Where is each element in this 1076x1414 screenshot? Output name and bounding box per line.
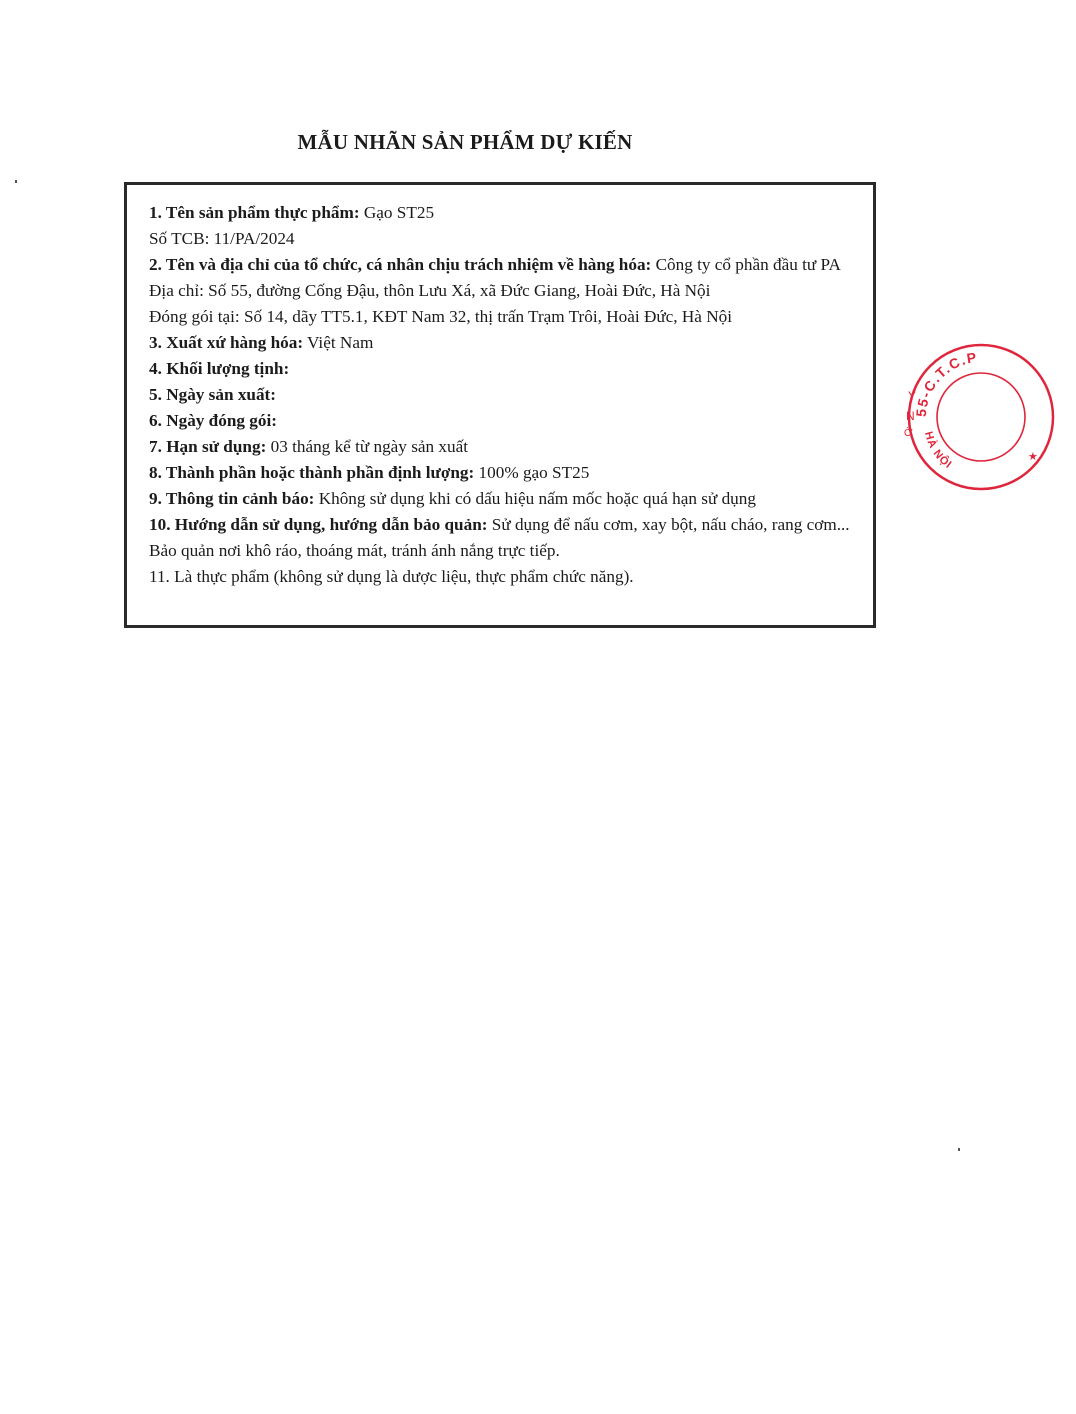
label-item-expiry: 7. Hạn sử dụng: 03 tháng kể từ ngày sản xuất (149, 437, 468, 456)
label-item-packing-date: 6. Ngày đóng gói: (149, 411, 277, 430)
stamp-bottom-text: HÀ NỘI (921, 430, 955, 472)
label-tcb-number: Số TCB: 11/PA/2024 (149, 229, 295, 248)
label-item-net-weight: 4. Khối lượng tịnh: (149, 359, 290, 378)
page-title: MẪU NHÃN SẢN PHẨM DỰ KIẾN (297, 130, 633, 154)
scan-speck (15, 180, 17, 183)
stamp-inner-letter-3: Ờ (904, 428, 913, 439)
label-item-responsible-org: 2. Tên và địa chỉ của tổ chức, cá nhân chịu trách nhiệm về hàng hóa: Công ty cổ phần đầu tư PA (149, 255, 841, 274)
product-label-box (124, 182, 876, 628)
label-item-product-name: 1. Tên sản phẩm thực phẩm: Gạo ST25 (149, 203, 435, 222)
stamp-star-icon: ★ (1028, 450, 1038, 463)
label-item-warning: 9. Thông tin cảnh báo: Không sử dụng khi có dấu hiệu nấm mốc hoặc quá hạn sử dụng (149, 489, 756, 508)
company-stamp (886, 322, 1076, 512)
stamp-top-text: 55-C.T.C.P (912, 348, 979, 418)
label-address: Địa chỉ: Số 55, đường Cống Đậu, thôn Lưu Xá, xã Đức Giang, Hoài Đức, Hà Nội (149, 281, 711, 300)
label-item-food-type: 11. Là thực phẩm (không sử dụng là dược liệu, thực phẩm chức năng). (149, 567, 634, 586)
stamp-inner-letter-1: Y (908, 389, 917, 403)
label-packed-at: Đóng gói tại: Số 14, dãy TT5.1, KĐT Nam 32, thị trấn Trạm Trôi, Hoài Đức, Hà Nội (149, 307, 733, 326)
label-item-ingredients: 8. Thành phần hoặc thành phần định lượng: 100% gạo ST25 (149, 463, 590, 482)
stamp-outer-ring (909, 345, 1053, 489)
scan-speck (958, 1148, 960, 1151)
label-item-usage-storage: 10. Hướng dẫn sử dụng, hướng dẫn bảo quản: Sử dụng để nấu cơm, xay bột, nấu cháo, rang cơm... Bảo quản nơi khô ráo, thoáng mát, tránh ánh nắng trực tiếp. (149, 515, 850, 560)
label-item-production-date: 5. Ngày sản xuất: (149, 385, 277, 404)
stamp-inner-letter-2: N (906, 409, 915, 423)
label-item-origin: 3. Xuất xứ hàng hóa: Việt Nam (149, 333, 374, 352)
label-content (149, 200, 859, 590)
stamp-inner-ring (937, 373, 1025, 461)
